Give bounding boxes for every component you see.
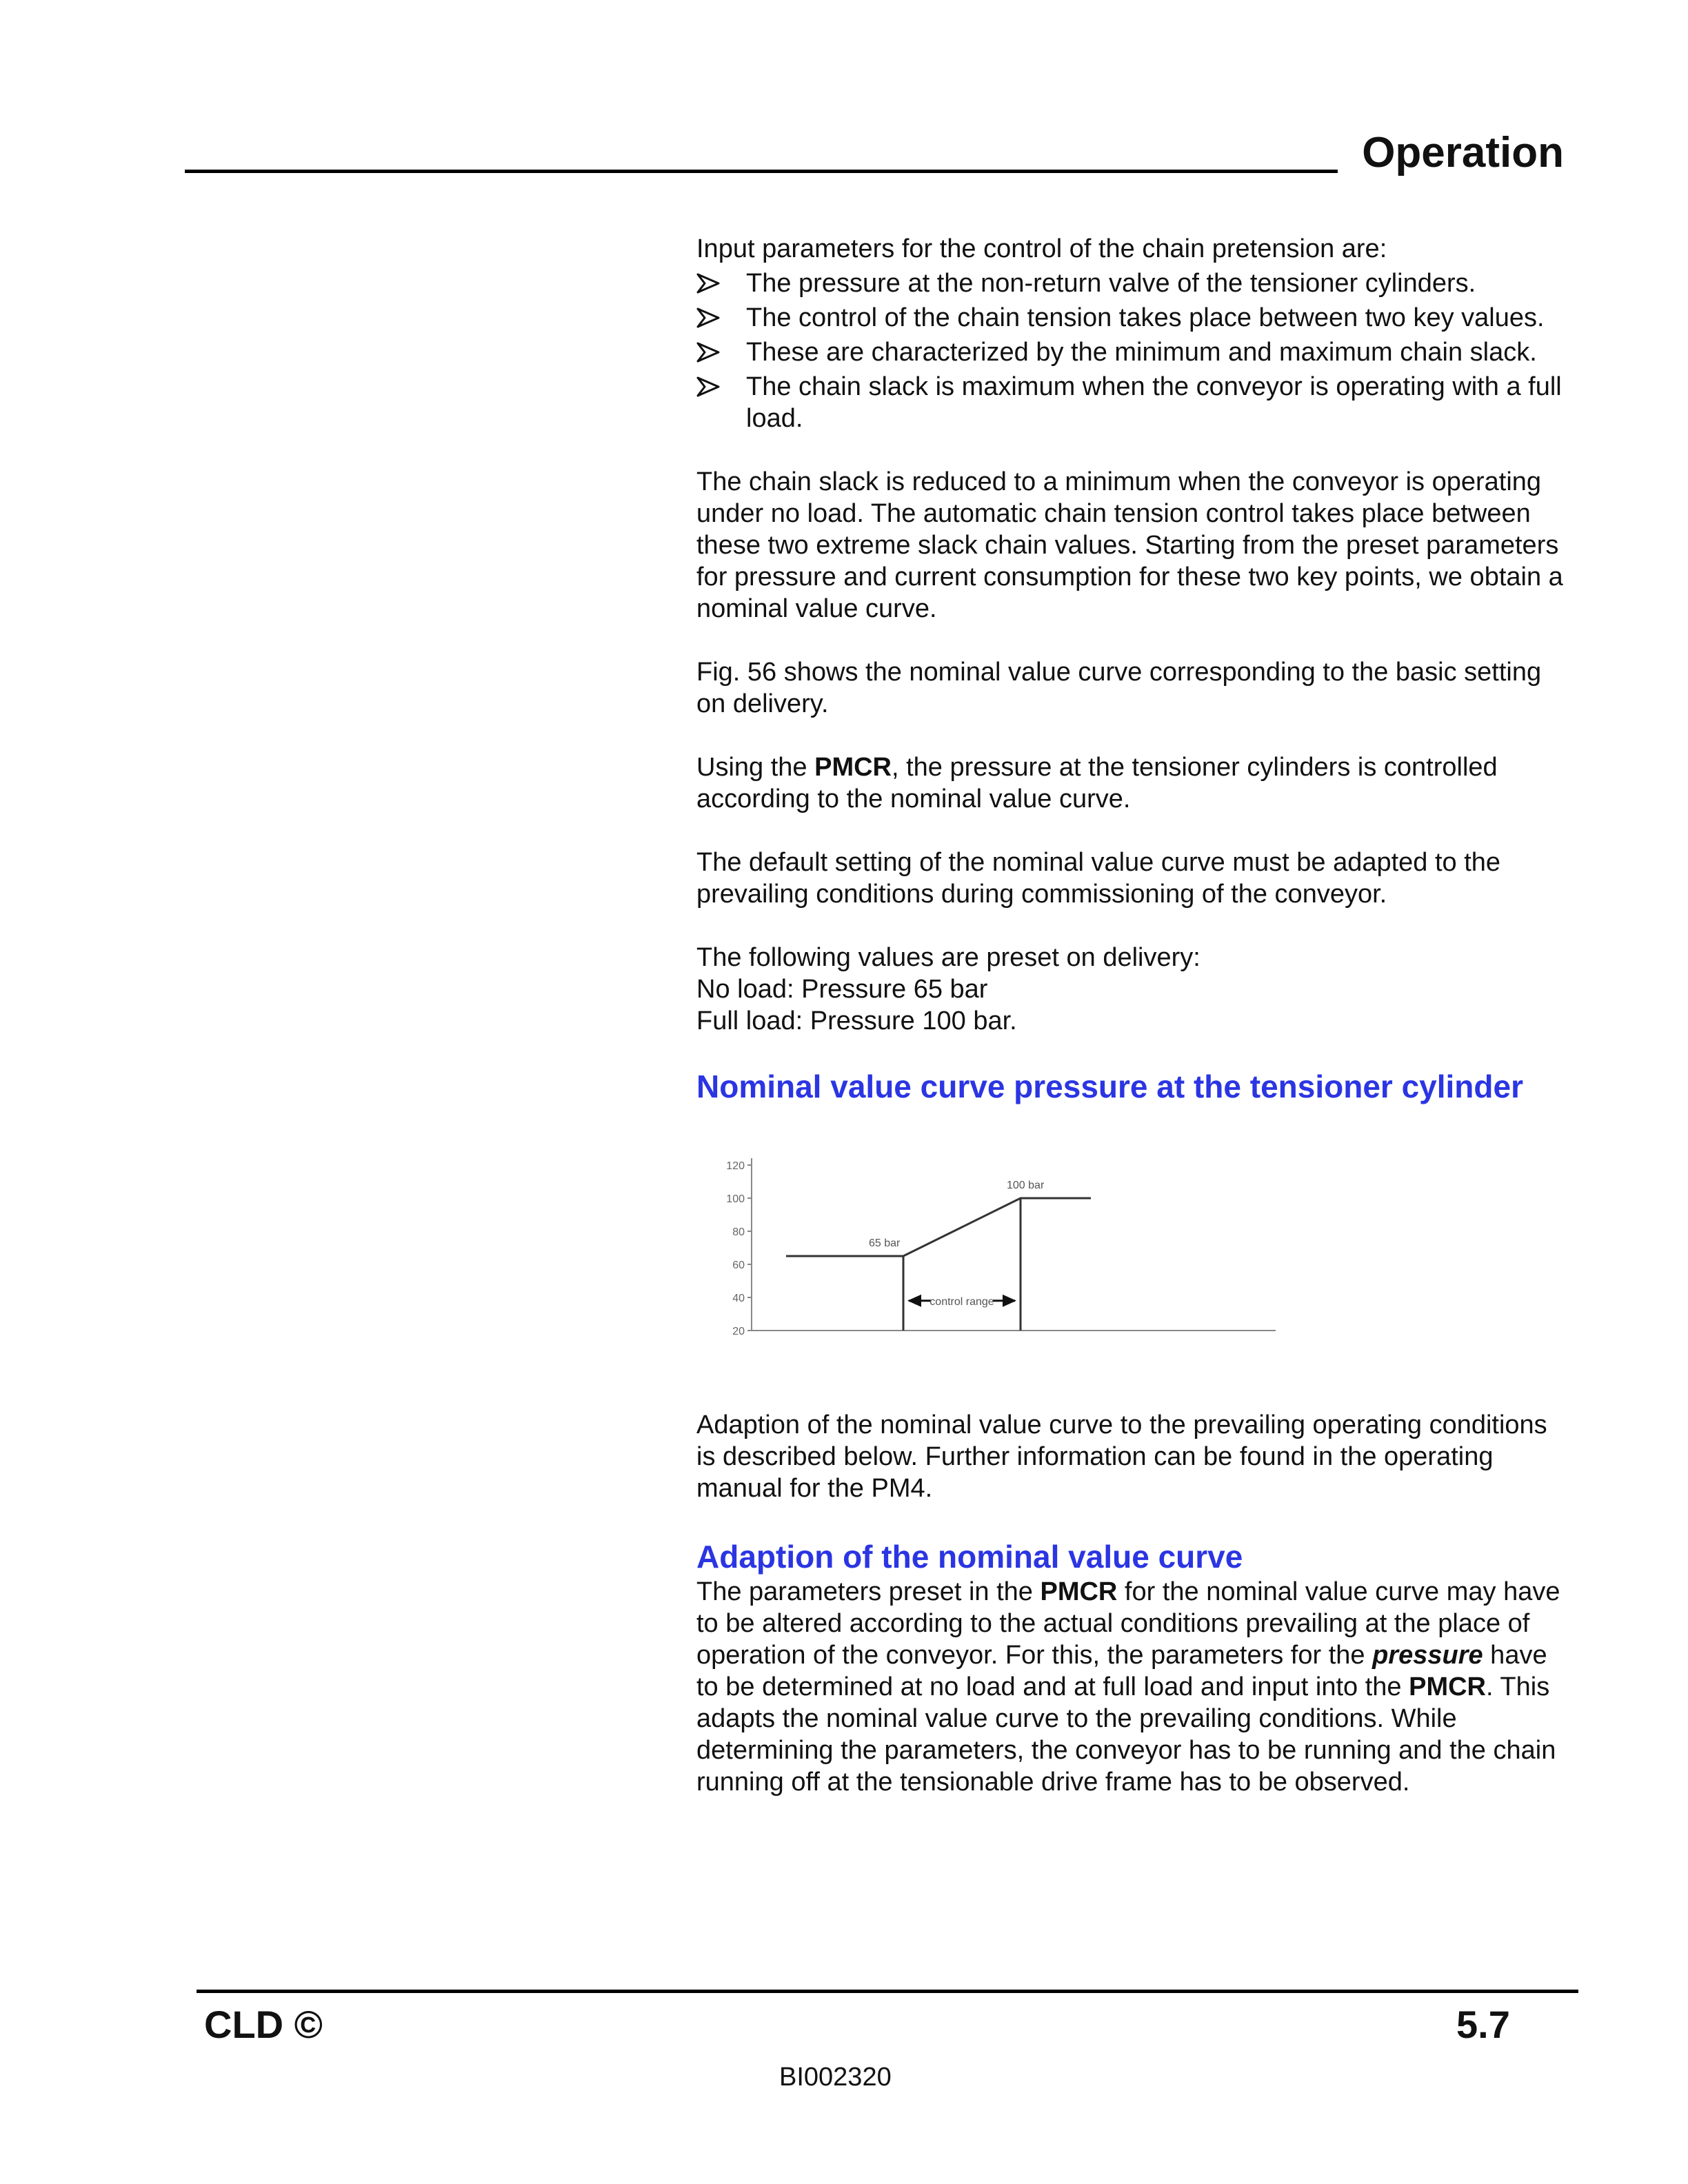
list-item-text: The control of the chain tension takes place between two key values. [746,303,1545,332]
page-number: 5.7 [1456,2003,1510,2046]
list-item [696,336,1572,368]
intro-lead: Input parameters for the control of the chain pretension are: [696,234,1387,263]
paragraph-adaption-intro: Adaption of the nominal value curve to the prevailing operating conditions is described below. Further information can be found in the operating manual for the PM4. [696,1410,1547,1503]
text-run: . This adapts the nominal value curve to the prevailing conditions. While determining the parameters, the conveyor has to be running and the chain running off at the tensionable drive frame has to be observed. [696,1672,1556,1797]
arrowhead-bullet-icon [696,302,724,328]
pmcr-term: PMCR [1409,1672,1486,1701]
section-title: Operation [1362,129,1564,176]
parameter-list [696,267,1572,434]
header-rule [185,170,1338,173]
heading-nominal-curve: Nominal value curve pressure at the tensioner cylinder [696,1069,1523,1104]
heading-adaption: Adaption of the nominal value curve [696,1539,1243,1575]
list-item-text: The pressure at the non-return valve of the tensioner cylinders. [746,269,1476,298]
pressure-term: pressure [1372,1641,1483,1670]
paragraph-default-setting: The default setting of the nominal value curve must be adapted to the prevailing conditions during commissioning of the conveyor. [696,848,1501,909]
list-item [696,302,1572,334]
y-tick-label: 20 [732,1326,745,1337]
paragraph-chain-slack: The chain slack is reduced to a minimum when the conveyor is operating under no load. The automatic chain tension control takes place between these two extreme slack chain values. Starting from the preset parameters for pressure and current consumption for these two key points, we obtain a nominal value curve. [696,467,1563,623]
preset-values-intro: The following values are preset on delivery: [696,943,1200,972]
arrowhead-bullet-icon [696,371,724,397]
y-tick-label: 40 [732,1293,745,1304]
list-item-text: The chain slack is maximum when the conveyor is operating with a full load. [746,372,1562,433]
low-pressure-label: 65 bar [869,1237,901,1249]
text-run: have to be determined at no load and at full load and input into the [696,1641,1547,1701]
list-item [696,267,1572,299]
text-run: The parameters preset in the [696,1577,1041,1606]
preset-full-load: Full load: Pressure 100 bar. [696,1007,1017,1035]
list-item [696,371,1572,434]
chart-canvas [710,1144,1289,1351]
paragraph-pmcr-control [696,751,1572,815]
text-run: for the nominal value curve may have to be altered according to the actual conditions prevailing at the place of operation of the conveyor. For this, the parameters for the [696,1577,1560,1670]
high-pressure-label: 100 bar [1007,1180,1045,1191]
y-tick-label: 60 [732,1260,745,1271]
main-content [696,233,1572,1798]
text-run: Using the [696,753,815,782]
y-tick-label: 80 [732,1226,745,1238]
paragraph-adaption-body [696,1576,1572,1798]
control-range-label: control range [930,1295,994,1308]
arrowhead-bullet-icon [696,336,724,363]
pmcr-term: PMCR [1040,1577,1118,1606]
document-id: BI002320 [779,2063,892,2092]
range-arrowhead-left [907,1295,921,1307]
y-tick-label: 100 [726,1193,745,1205]
text-run: , the pressure at the tensioner cylinders is controlled according to the nominal value curve. [696,753,1498,813]
footer-rule [197,1990,1578,1993]
y-tick-label: 120 [726,1160,745,1172]
arrowhead-bullet-icon [696,267,724,294]
series-line [786,1198,1091,1256]
pmcr-term: PMCR [814,753,892,782]
range-arrowhead-right [1003,1295,1016,1307]
nominal-value-chart [710,1144,1289,1351]
preset-no-load: No load: Pressure 65 bar [696,975,988,1004]
footer-copyright: CLD © [204,2003,323,2046]
paragraph-fig-reference: Fig. 56 shows the nominal value curve corresponding to the basic setting on delivery. [696,658,1542,718]
list-item-text: These are characterized by the minimum and maximum chain slack. [746,338,1537,367]
